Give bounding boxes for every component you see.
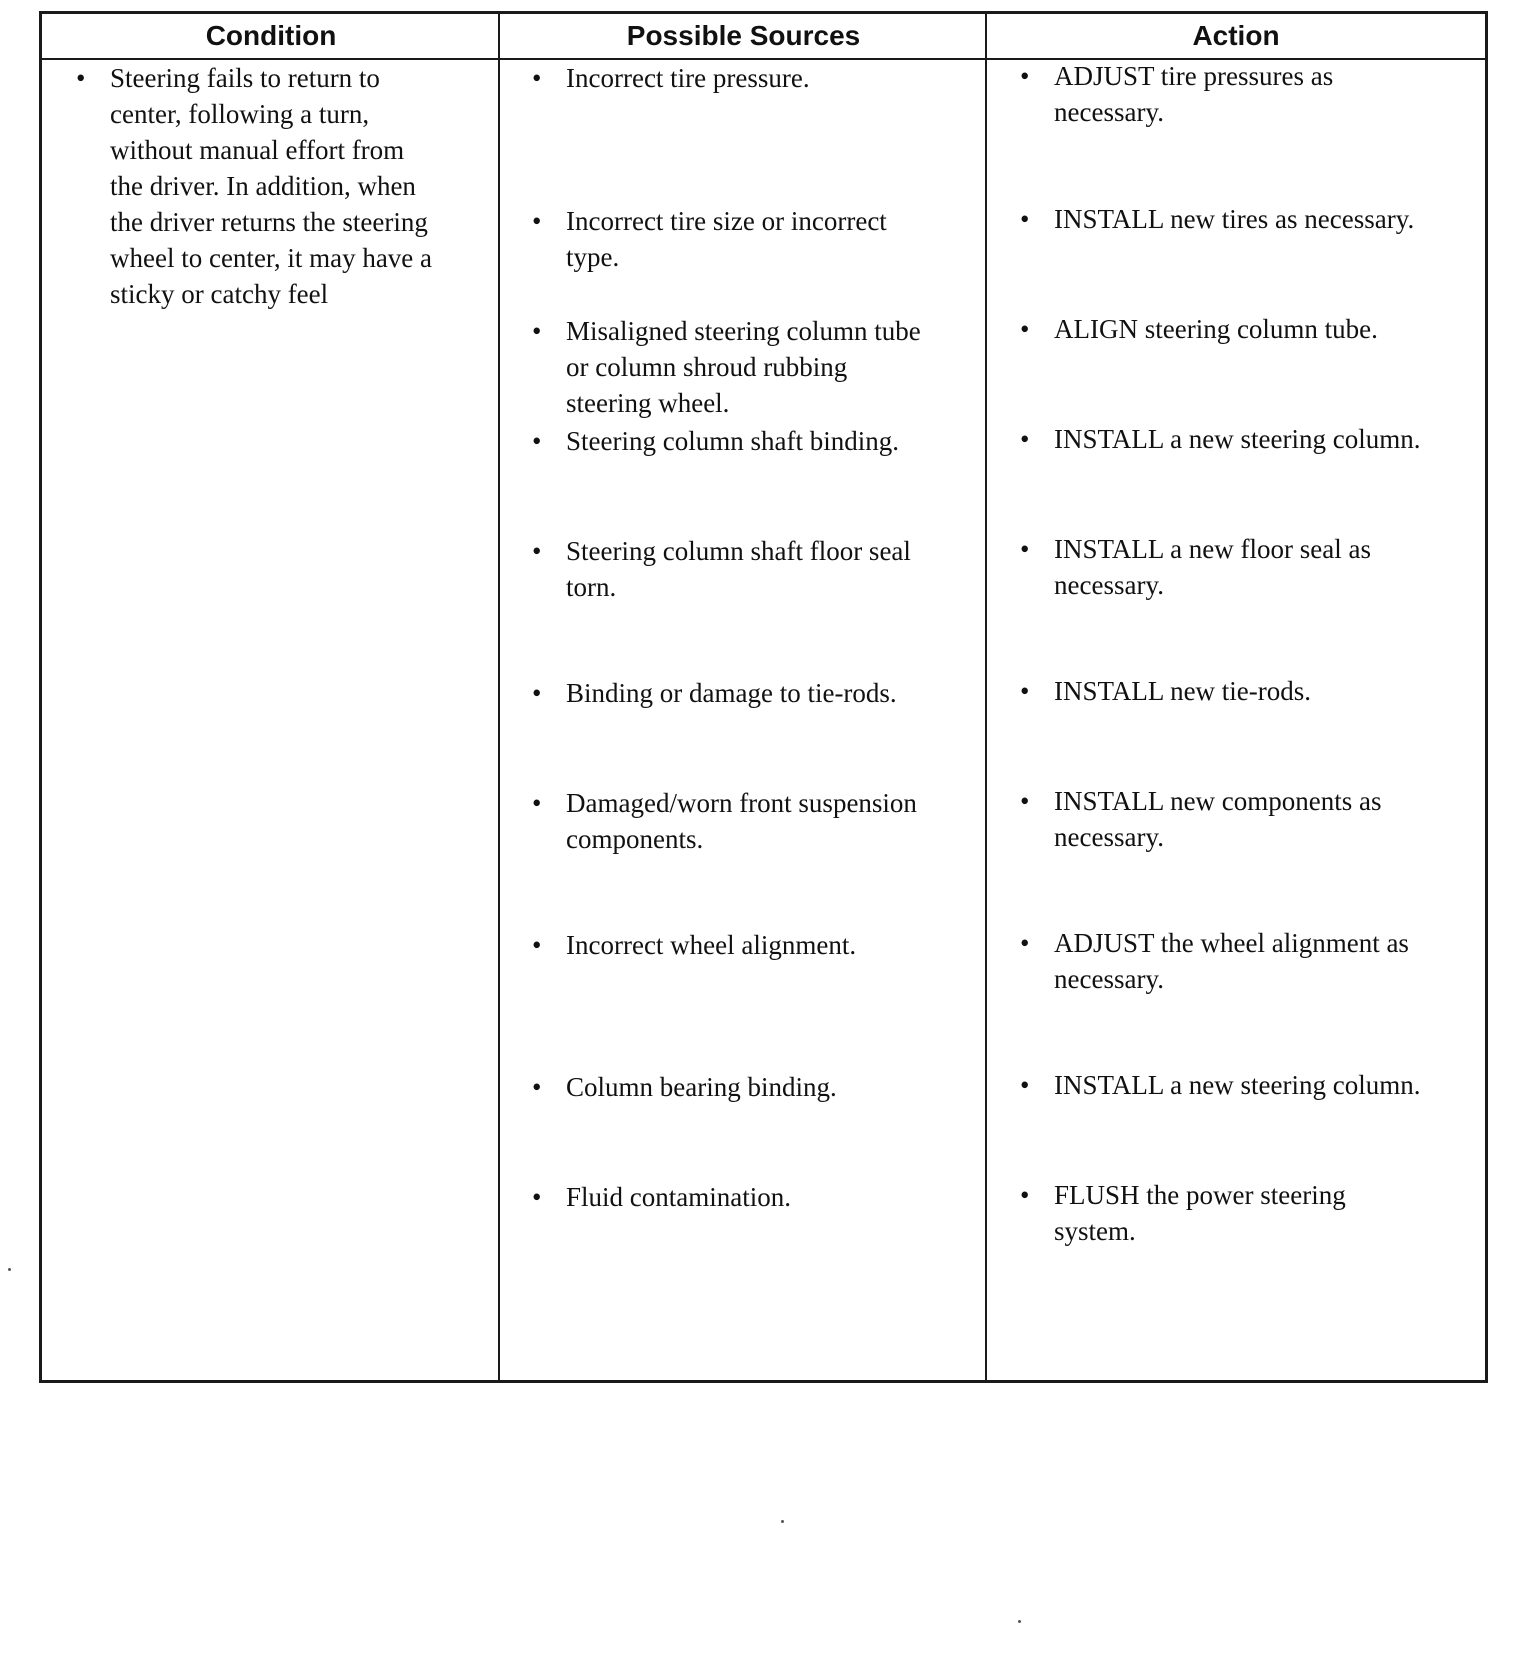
action-item	[1020, 673, 1490, 709]
condition-item-line: Steering fails to return to	[110, 63, 380, 93]
source-item-line: steering wheel.	[566, 388, 730, 418]
column-divider	[985, 14, 987, 1380]
action-item-line: INSTALL new tires as necessary.	[1054, 204, 1415, 234]
source-item-line: Incorrect wheel alignment.	[566, 930, 857, 960]
bullet-dot: •	[532, 678, 542, 708]
condition-item-line: wheel to center, it may have a	[110, 243, 433, 273]
bullet-dot: •	[1020, 786, 1030, 816]
source-item	[532, 785, 982, 857]
header-condition: Condition	[205, 20, 337, 51]
bullet-dot: •	[532, 1072, 542, 1102]
scan-speck	[781, 1520, 784, 1523]
bullet-dot: •	[532, 206, 542, 236]
action-item	[1020, 201, 1490, 237]
condition-item	[76, 60, 486, 312]
source-item-line: Fluid contamination.	[566, 1182, 791, 1212]
condition-item-line: center, following a turn,	[110, 99, 370, 129]
bullet-dot: •	[1020, 1070, 1030, 1100]
bullet-dot: •	[1020, 534, 1030, 564]
action-item-line: INSTALL a new steering column.	[1054, 1070, 1421, 1100]
bullet-dot: •	[532, 930, 542, 960]
scan-speck	[8, 1268, 11, 1271]
header-action: Action	[1192, 20, 1280, 51]
source-item	[532, 675, 982, 711]
source-item-line: Binding or damage to tie-rods.	[566, 678, 897, 708]
action-item-line: necessary.	[1054, 570, 1164, 600]
action-item-line: ADJUST the wheel alignment as	[1054, 928, 1409, 958]
source-item-line: Column bearing binding.	[566, 1072, 837, 1102]
action-item-line: INSTALL a new steering column.	[1054, 424, 1421, 454]
bullet-dot: •	[1020, 676, 1030, 706]
bullet-dot: •	[1020, 424, 1030, 454]
action-item	[1020, 531, 1490, 603]
source-item-line: Incorrect tire size or incorrect	[566, 206, 887, 236]
action-item	[1020, 421, 1490, 457]
bullet-dot: •	[1020, 314, 1030, 344]
source-item	[532, 313, 982, 421]
source-item	[532, 1069, 982, 1105]
bullet-dot: •	[532, 316, 542, 346]
source-item	[532, 60, 982, 96]
header-possible-sources: Possible Sources	[626, 20, 861, 51]
bullet-dot: •	[1020, 1180, 1030, 1210]
source-item	[532, 203, 982, 275]
action-item-line: INSTALL new components as	[1054, 786, 1382, 816]
action-item	[1020, 58, 1490, 130]
action-item-line: necessary.	[1054, 822, 1164, 852]
action-item-line: system.	[1054, 1216, 1136, 1246]
condition-item-line: the driver returns the steering	[110, 207, 428, 237]
bullet-dot: •	[532, 536, 542, 566]
bullet-dot: •	[532, 788, 542, 818]
action-item-line: INSTALL a new floor seal as	[1054, 534, 1371, 564]
bullet-dot: •	[532, 1182, 542, 1212]
source-item	[532, 927, 982, 963]
diagnosis-table	[39, 11, 1488, 1383]
condition-item-line: sticky or catchy feel	[110, 279, 329, 309]
action-item	[1020, 783, 1490, 855]
source-item-line: type.	[566, 242, 620, 272]
source-item	[532, 533, 982, 605]
scan-speck	[1018, 1620, 1021, 1623]
action-item	[1020, 1177, 1490, 1249]
action-item-line: ALIGN steering column tube.	[1054, 314, 1378, 344]
action-item	[1020, 311, 1490, 347]
bullet-dot: •	[532, 426, 542, 456]
column-divider	[498, 14, 500, 1380]
action-item-line: FLUSH the power steering	[1054, 1180, 1346, 1210]
source-item	[532, 423, 982, 459]
bullet-dot: •	[1020, 61, 1030, 91]
bullet-dot: •	[532, 63, 542, 93]
source-item-line: or column shroud rubbing	[566, 352, 848, 382]
bullet-dot: •	[1020, 928, 1030, 958]
source-item-line: components.	[566, 824, 704, 854]
action-item-line: ADJUST tire pressures as	[1054, 61, 1334, 91]
action-item-line: necessary.	[1054, 964, 1164, 994]
source-item-line: Misaligned steering column tube	[566, 316, 921, 346]
action-item	[1020, 1067, 1490, 1103]
source-item	[532, 1179, 982, 1215]
table-header-row	[42, 14, 1485, 60]
source-item-line: Steering column shaft binding.	[566, 426, 899, 456]
bullet-dot: •	[1020, 204, 1030, 234]
bullet-dot: •	[76, 63, 86, 93]
source-item-line: Incorrect tire pressure.	[566, 63, 810, 93]
source-item-line: Steering column shaft floor seal	[566, 536, 911, 566]
source-item-line: torn.	[566, 572, 617, 602]
action-item	[1020, 925, 1490, 997]
action-item-line: necessary.	[1054, 97, 1164, 127]
condition-item-line: without manual effort from	[110, 135, 405, 165]
condition-item-line: the driver. In addition, when	[110, 171, 416, 201]
action-item-line: INSTALL new tie-rods.	[1054, 676, 1312, 706]
source-item-line: Damaged/worn front suspension	[566, 788, 917, 818]
